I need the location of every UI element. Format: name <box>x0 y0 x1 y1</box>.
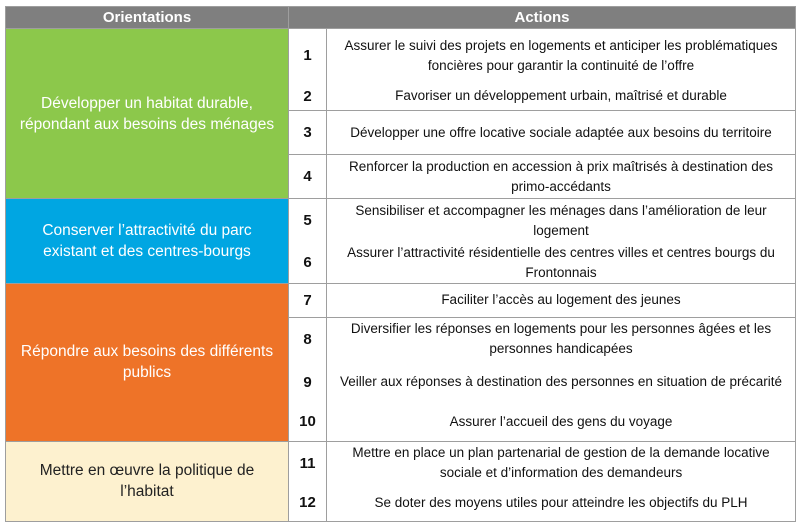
action-number: 4 <box>289 155 327 199</box>
action-text: Assurer le suivi des projets en logements et anticiper les problématiques foncières pour garantir la continuité de l’offre <box>327 29 796 83</box>
action-text: Mettre en place un plan partenarial de gestion de la demande locative sociale et d’information des demandeurs <box>327 441 796 485</box>
table-row <box>6 29 796 83</box>
table-row <box>6 199 796 243</box>
table-header-row <box>6 7 796 29</box>
action-text: Diversifier les réponses en logements pour les personnes âgées et les personnes handicapées <box>327 317 796 361</box>
action-text: Se doter des moyens utiles pour atteindre les objectifs du PLH <box>327 485 796 521</box>
actions-header: Actions <box>289 7 796 29</box>
action-number: 3 <box>289 111 327 155</box>
orientation-habitat-durable: Développer un habitat durable, répondant aux besoins des ménages <box>6 29 289 199</box>
action-text: Assurer l’accueil des gens du voyage <box>327 403 796 441</box>
orientations-table-container <box>5 6 795 521</box>
action-number: 11 <box>289 441 327 485</box>
action-text: Faciliter l’accès au logement des jeunes <box>327 283 796 317</box>
action-number: 6 <box>289 243 327 284</box>
action-text: Veiller aux réponses à destination des personnes en situation de précarité <box>327 361 796 403</box>
action-text: Favoriser un développement urbain, maîtrisé et durable <box>327 83 796 111</box>
orientation-attractivite-parc: Conserver l’attractivité du parc existant et des centres-bourgs <box>6 199 289 284</box>
action-number: 9 <box>289 361 327 403</box>
action-number: 7 <box>289 283 327 317</box>
orientation-besoins-publics: Répondre aux besoins des différents publics <box>6 283 289 441</box>
action-number: 12 <box>289 485 327 521</box>
action-text: Renforcer la production en accession à prix maîtrisés à destination des primo-accédants <box>327 155 796 199</box>
action-text: Développer une offre locative sociale adaptée aux besoins du territoire <box>327 111 796 155</box>
table-row <box>6 283 796 317</box>
action-number: 5 <box>289 199 327 243</box>
action-text: Sensibiliser et accompagner les ménages dans l’amélioration de leur logement <box>327 199 796 243</box>
orientations-header: Orientations <box>6 7 289 29</box>
action-text: Assurer l’attractivité résidentielle des centres villes et centres bourgs du Frontonnais <box>327 243 796 284</box>
action-number: 1 <box>289 29 327 83</box>
action-number: 10 <box>289 403 327 441</box>
table-row <box>6 441 796 485</box>
orientations-actions-table <box>5 6 796 522</box>
action-number: 8 <box>289 317 327 361</box>
orientation-politique-habitat: Mettre en œuvre la politique de l’habitat <box>6 441 289 521</box>
action-number: 2 <box>289 83 327 111</box>
